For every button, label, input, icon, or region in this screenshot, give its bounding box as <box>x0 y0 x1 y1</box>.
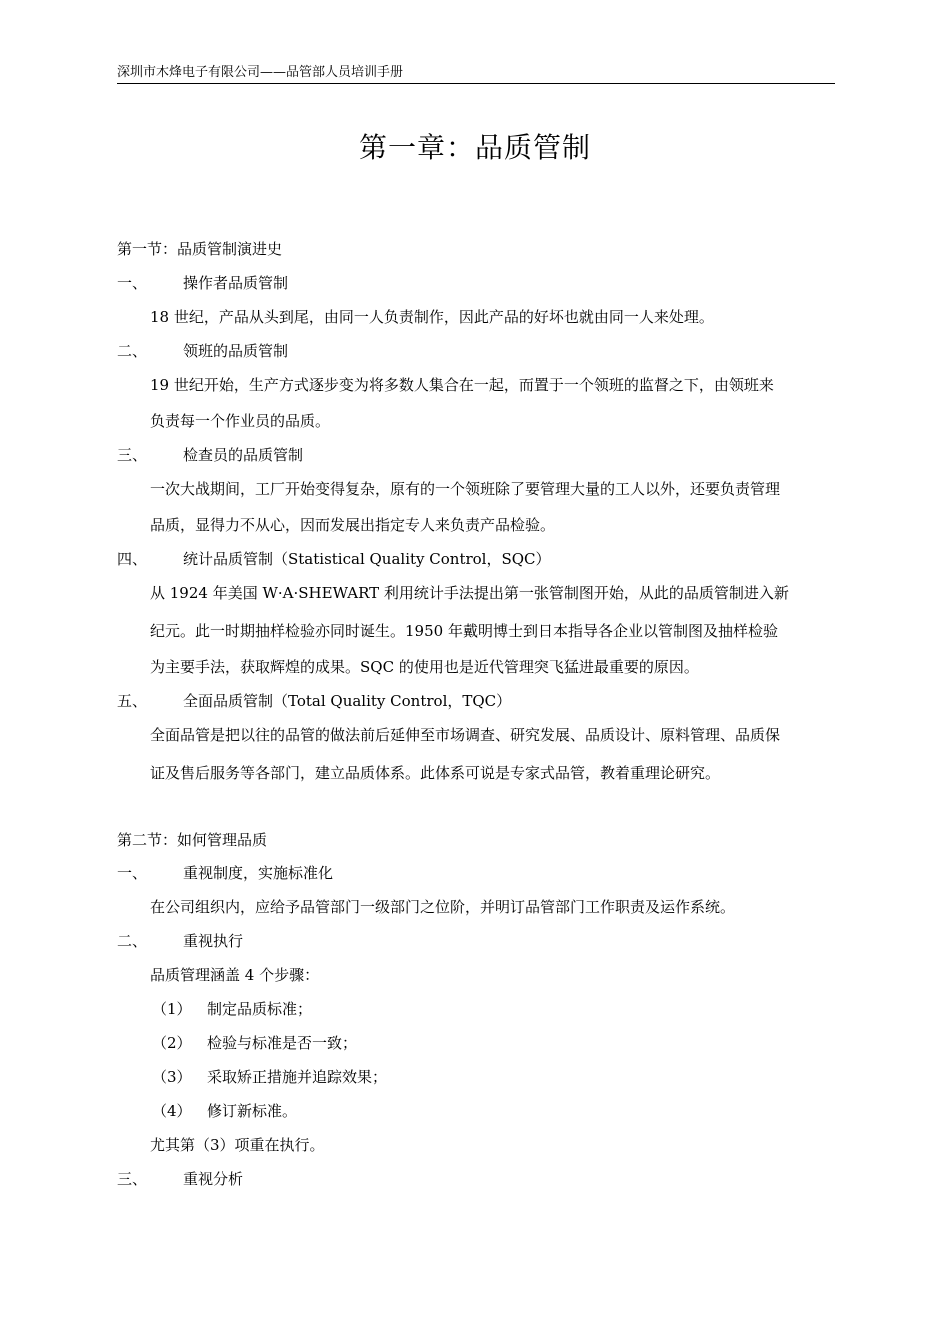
item-title: 操作者品质管制 <box>183 274 289 292</box>
item-number: 四、 <box>117 550 148 568</box>
paragraph-line: 在公司组织内，应给予品管部门一级部门之位阶，并明订品管部门工作职责及运作系统。 <box>150 898 736 916</box>
item-title: 检查员的品质管制 <box>183 446 304 464</box>
item-title: 领班的品质管制 <box>183 342 289 360</box>
step-number: （4） <box>152 1102 192 1120</box>
step-number: （1） <box>152 1000 192 1018</box>
section-heading-1: 第一节：品质管制演进史 <box>117 240 283 258</box>
paragraph-line: 品质管理涵盖 4 个步骤： <box>150 966 320 984</box>
step-text: 检验与标准是否一致； <box>207 1034 358 1052</box>
paragraph-line: 尤其第（3）项重在执行。 <box>150 1136 325 1154</box>
paragraph-line: 一次大战期间，工厂开始变得复杂，原有的一个领班除了要管理大量的工人以外，还要负责管理 <box>150 480 781 498</box>
item-number: 二、 <box>117 932 148 950</box>
paragraph-line: 品质，显得力不从心，因而发展出指定专人来负责产品检验。 <box>150 516 556 534</box>
step-text: 修订新标准。 <box>207 1102 298 1120</box>
paragraph-line: 纪元。此一时期抽样检验亦同时诞生。1950 年戴明博士到日本指导各企业以管制图及抽样检验 <box>150 622 778 640</box>
paragraph-line: 19 世纪开始，生产方式逐步变为将多数人集合在一起，而置于一个领班的监督之下，由领班来 <box>150 376 774 394</box>
item-number: 五、 <box>117 692 148 710</box>
paragraph-line: 证及售后服务等各部门，建立品质体系。此体系可说是专家式品管，教着重理论研究。 <box>150 764 721 782</box>
item-title: 全面品质管制（Total Quality Control，TQC） <box>183 692 512 710</box>
item-title: 重视执行 <box>183 932 244 950</box>
step-text: 采取矫正措施并追踪效果； <box>207 1068 388 1086</box>
item-title: 统计品质管制（Statistical Quality Control，SQC） <box>183 550 551 568</box>
running-header: 深圳市木烽电子有限公司——品管部人员培训手册 <box>117 64 835 84</box>
section-heading-2: 第二节：如何管理品质 <box>117 831 268 849</box>
paragraph-line: 全面品管是把以往的品管的做法前后延伸至市场调查、研究发展、品质设计、原料管理、品质保 <box>150 726 781 744</box>
item-number: 一、 <box>117 864 148 882</box>
paragraph-line: 负责每一个作业员的品质。 <box>150 412 331 430</box>
item-title: 重视分析 <box>183 1170 244 1188</box>
item-number: 二、 <box>117 342 148 360</box>
step-text: 制定品质标准； <box>207 1000 313 1018</box>
item-number: 三、 <box>117 446 148 464</box>
paragraph-line: 为主要手法，获取辉煌的成果。SQC 的使用也是近代管理突飞猛进最重要的原因。 <box>150 658 699 676</box>
item-number: 一、 <box>117 274 148 292</box>
paragraph-line: 18 世纪，产品从头到尾，由同一人负责制作，因此产品的好坏也就由同一人来处理。 <box>150 308 714 326</box>
item-number: 三、 <box>117 1170 148 1188</box>
step-number: （2） <box>152 1034 192 1052</box>
item-title: 重视制度，实施标准化 <box>183 864 334 882</box>
chapter-title: 第一章：品质管制 <box>358 131 591 164</box>
step-number: （3） <box>152 1068 192 1086</box>
paragraph-line: 从 1924 年美国 W·A·SHEWART 利用统计手法提出第一张管制图开始，从此的品质管制进入新 <box>150 584 789 602</box>
